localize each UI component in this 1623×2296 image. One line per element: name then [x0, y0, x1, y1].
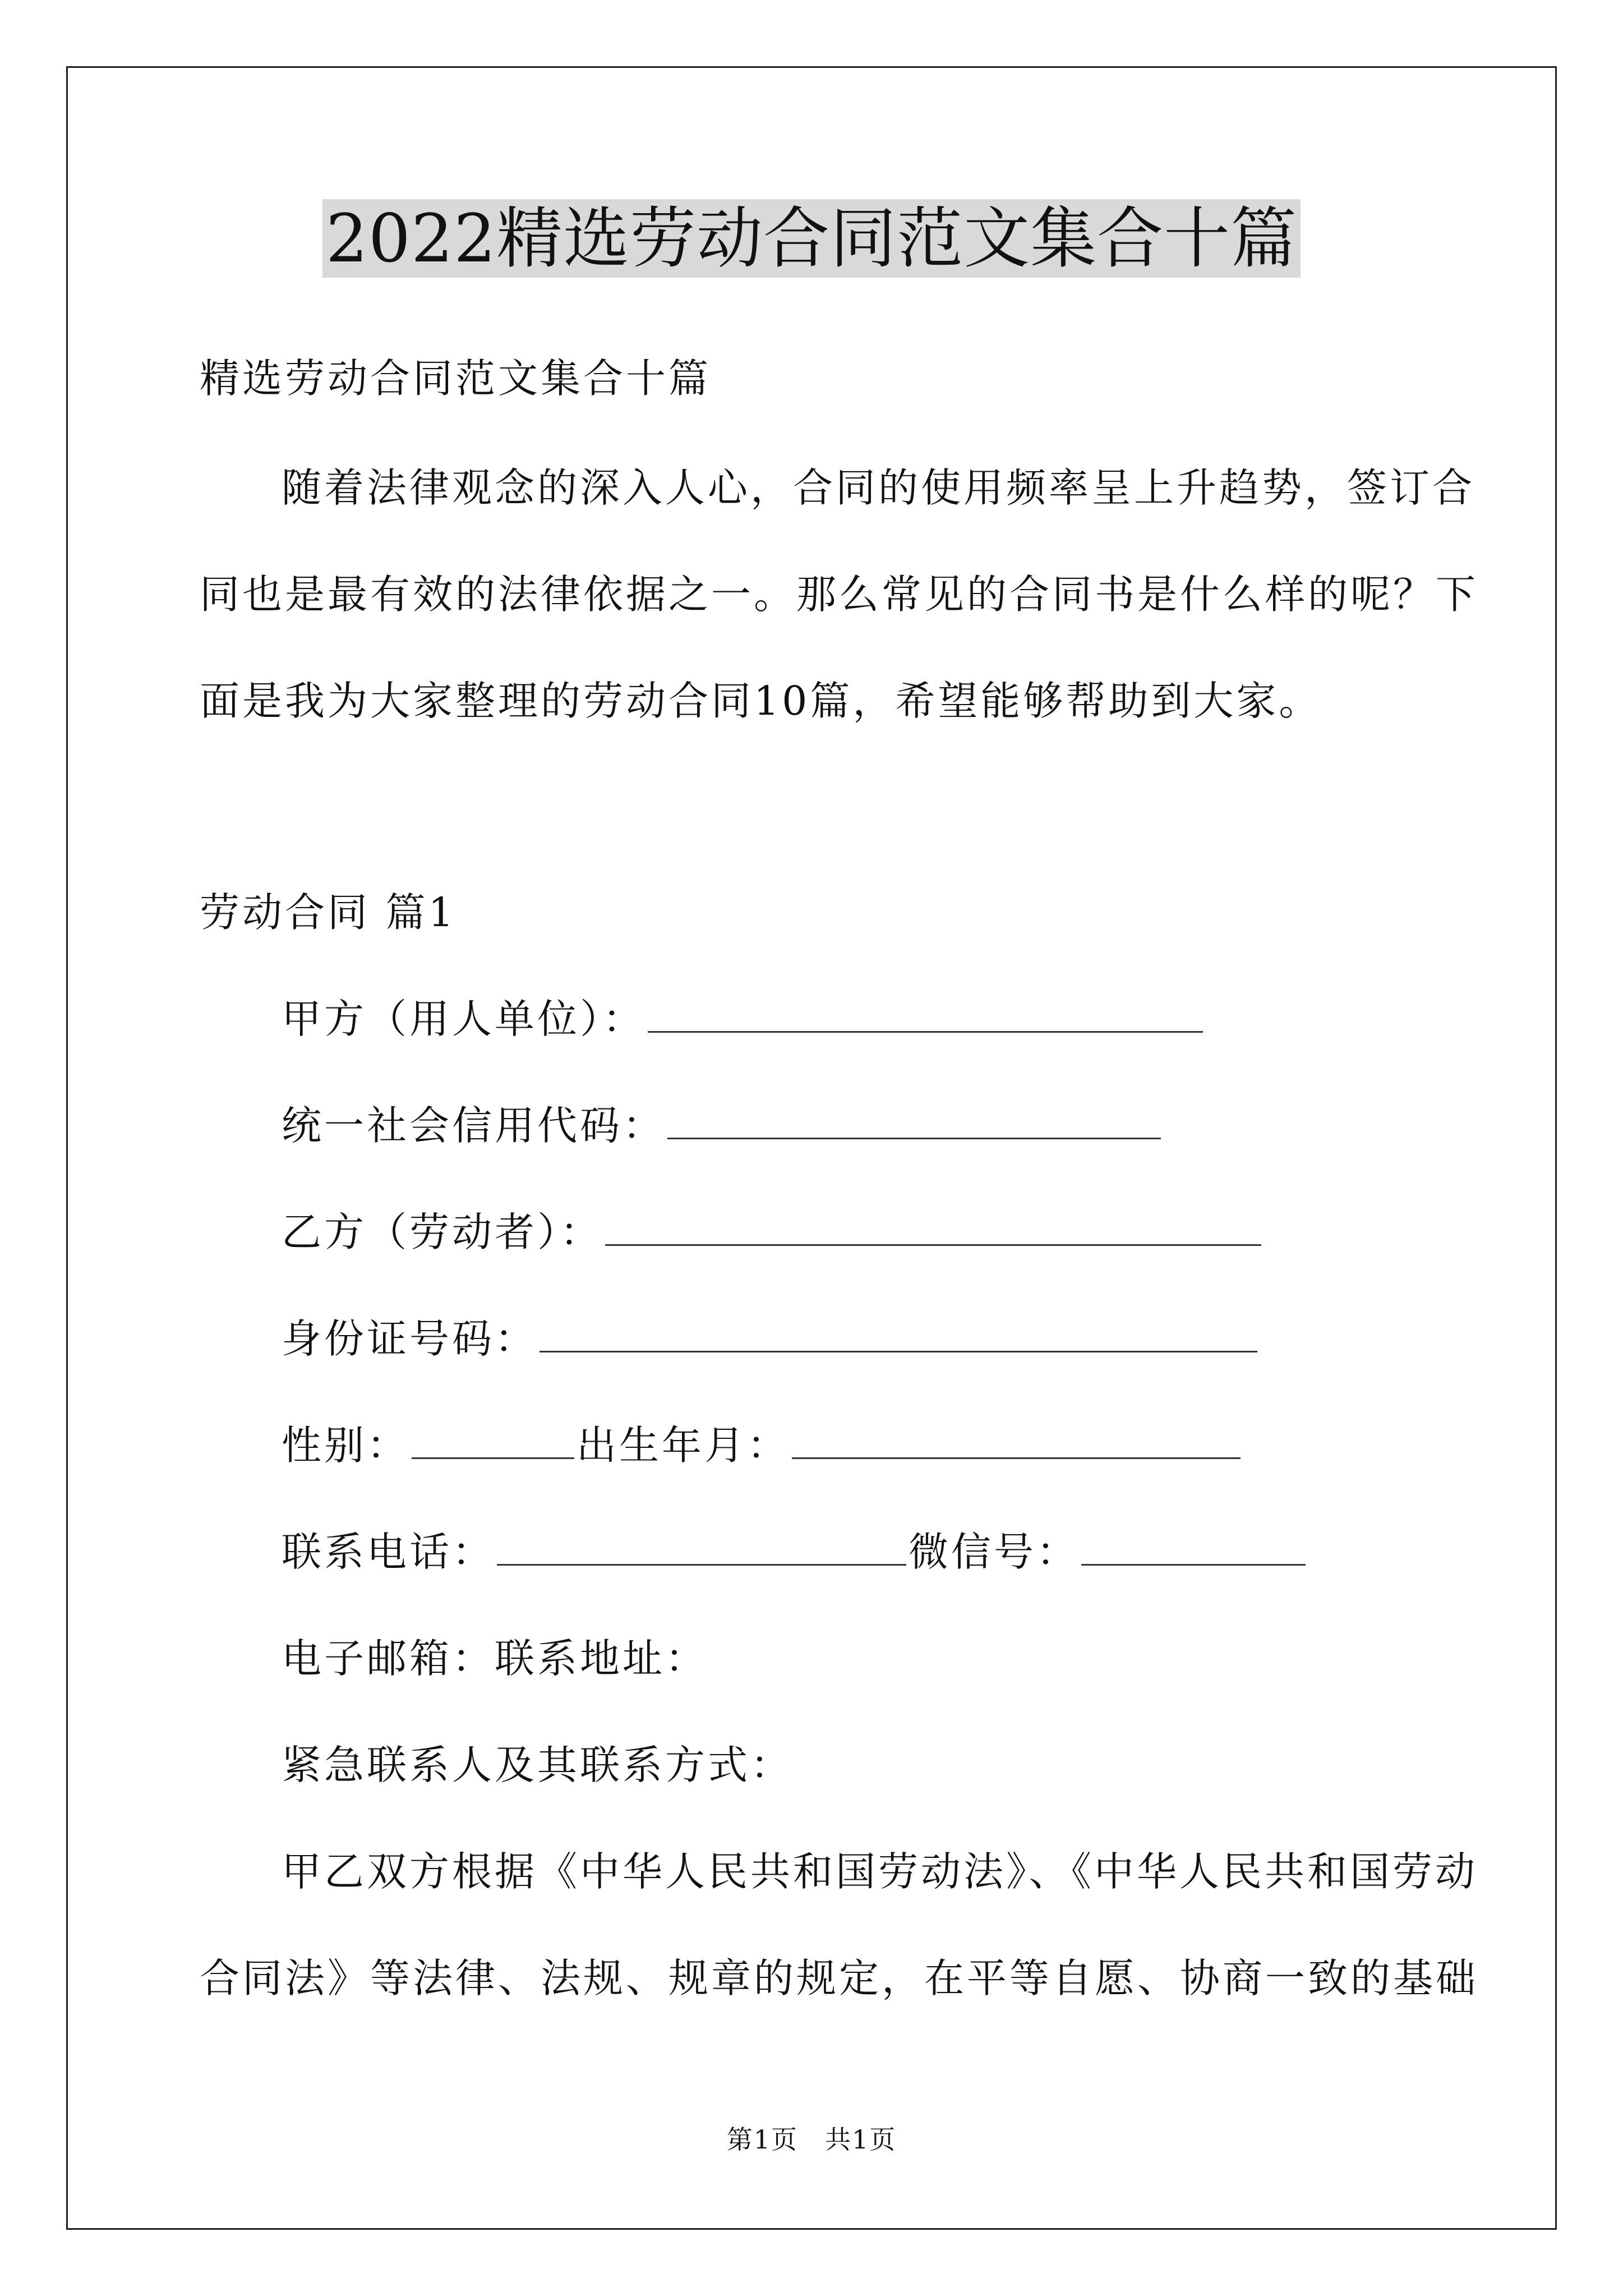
party-a-label: 甲方（用人单位）： [282, 996, 645, 1042]
birth-label: 出生年月： [577, 1422, 790, 1469]
id-number-blank [540, 1347, 1257, 1352]
id-number-row [282, 1314, 1260, 1364]
wechat-label: 微信号： [909, 1529, 1080, 1575]
page-footer: 第1页 共1页 [726, 2124, 897, 2155]
intro-line-2: 同也是最有效的法律依据之一。那么常见的合同书是什么样的呢？下 [200, 571, 1479, 618]
phone-wechat-row [282, 1527, 1308, 1577]
wechat-blank [1081, 1561, 1306, 1566]
clause-line-2: 合同法》等法律、法规、规章的规定，在平等自愿、协商一致的基础 [200, 1955, 1479, 2001]
email-address-row: 电子邮箱：联系地址： [282, 1635, 708, 1682]
credit-code-row [282, 1101, 1163, 1151]
emergency-contact-row: 紧急联系人及其联系方式： [282, 1742, 794, 1788]
subtitle: 精选劳动合同范文集合十篇 [200, 355, 712, 402]
party-b-blank [605, 1241, 1261, 1246]
title-container [0, 199, 1623, 278]
id-number-label: 身份证号码： [282, 1315, 538, 1362]
intro-line-1: 随着法律观念的深入人心，合同的使用频率呈上升趋势，签订合 [282, 464, 1476, 511]
gender-label: 性别： [282, 1422, 410, 1469]
credit-code-blank [667, 1134, 1161, 1139]
clause-line-1: 甲乙双方根据《中华人民共和国劳动法》、《中华人民共和国劳动 [282, 1848, 1478, 1895]
phone-label: 联系电话： [282, 1529, 495, 1575]
gender-birth-row [282, 1420, 1243, 1471]
party-b-row [282, 1207, 1264, 1258]
phone-blank [497, 1561, 906, 1566]
credit-code-label: 统一社会信用代码： [282, 1102, 666, 1149]
document-title: 2022精选劳动合同范文集合十篇 [322, 199, 1301, 278]
party-a-row [282, 994, 1205, 1045]
party-b-label: 乙方（劳动者）： [282, 1209, 603, 1255]
birth-blank [792, 1454, 1241, 1459]
gender-blank [412, 1454, 574, 1459]
section-heading: 劳动合同 篇1 [200, 889, 457, 936]
intro-line-3: 面是我为大家整理的劳动合同10篇，希望能够帮助到大家。 [200, 678, 1322, 724]
party-a-blank [648, 1028, 1203, 1033]
